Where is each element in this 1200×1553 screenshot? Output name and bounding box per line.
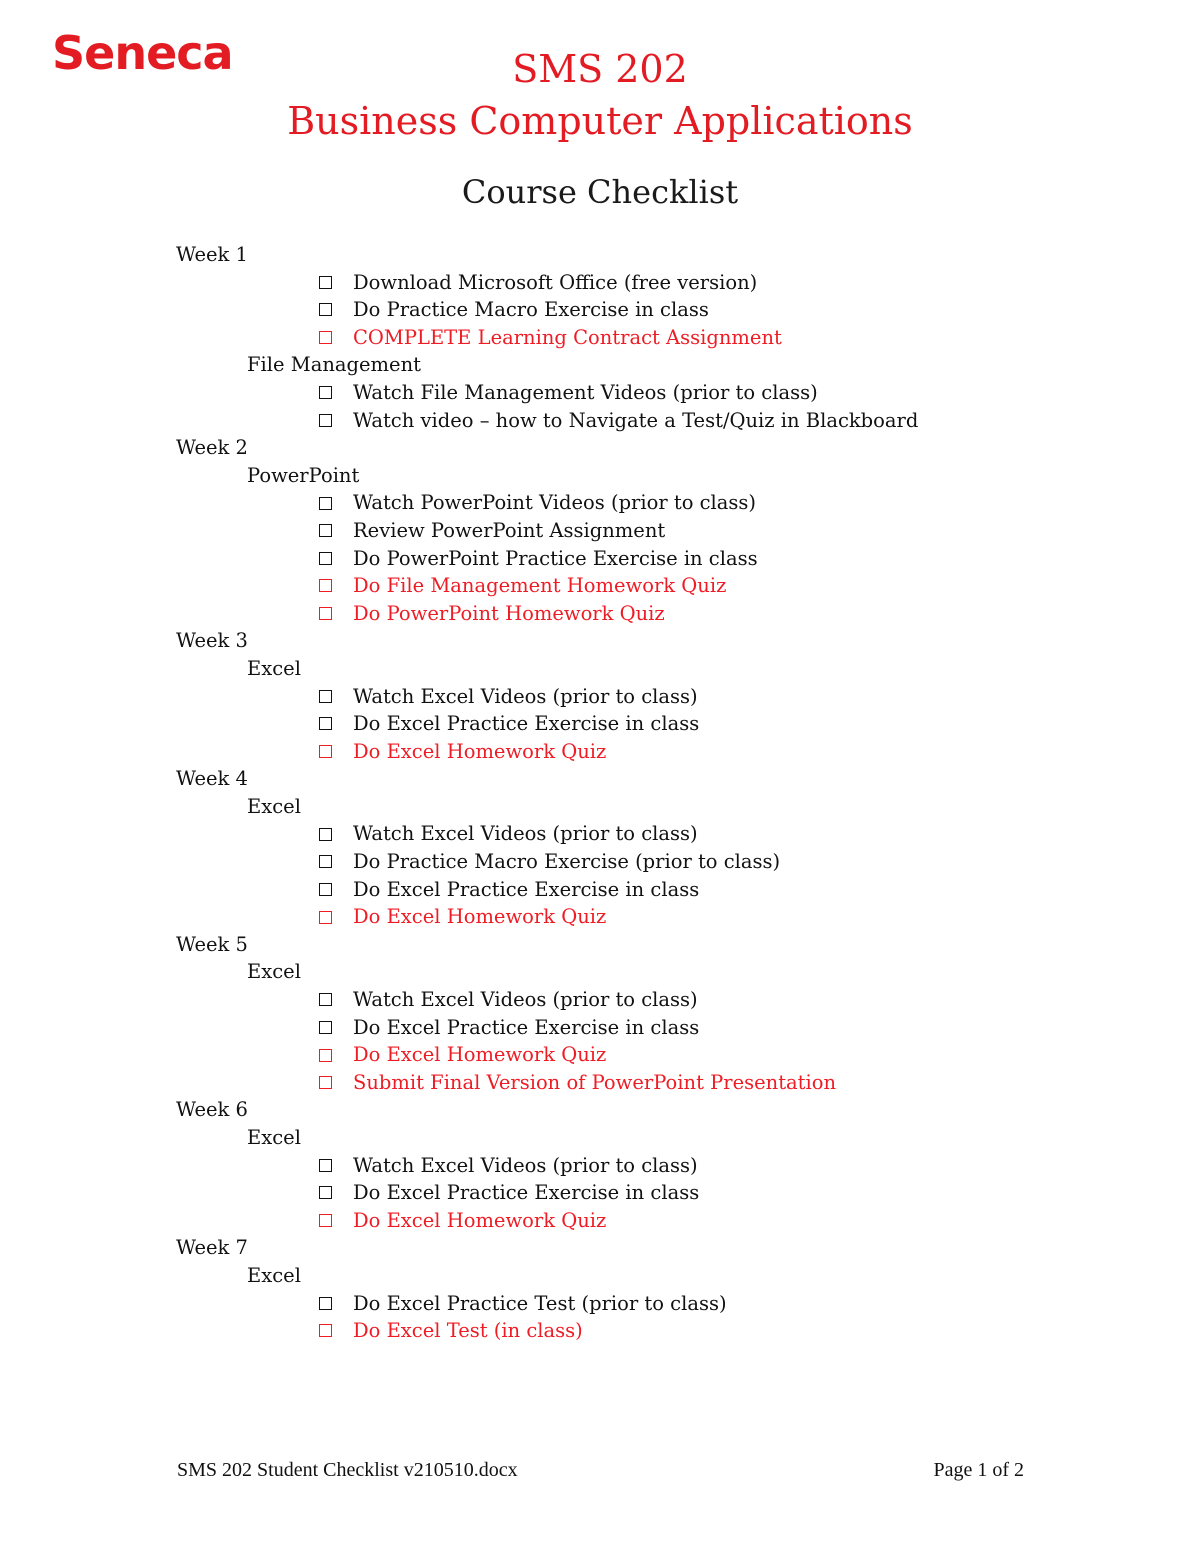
checkbox-icon[interactable] <box>319 552 332 565</box>
topic-heading: Excel <box>247 656 301 680</box>
checkbox-icon[interactable] <box>319 993 332 1006</box>
checklist-item <box>176 820 918 848</box>
checklist-item <box>176 545 918 573</box>
week-heading: Week 5 <box>176 932 248 956</box>
checkbox-icon[interactable] <box>319 331 332 344</box>
topic-heading: PowerPoint <box>247 463 360 487</box>
week-heading: Week 2 <box>176 436 248 460</box>
checklist-item-label: Do Practice Macro Exercise (prior to class) <box>353 850 781 874</box>
checkbox-icon[interactable] <box>319 883 332 896</box>
checkbox-icon[interactable] <box>319 690 332 703</box>
checklist-item <box>176 1290 918 1318</box>
checklist-item-label: Do PowerPoint Practice Exercise in class <box>353 546 758 570</box>
checklist-item-label: Watch File Management Videos (prior to class) <box>353 380 818 404</box>
checklist-item-label: Do PowerPoint Homework Quiz <box>353 601 665 625</box>
checklist-item-label: Watch Excel Videos (prior to class) <box>353 988 698 1012</box>
checkbox-icon[interactable] <box>319 607 332 620</box>
checkbox-icon[interactable] <box>319 1297 332 1310</box>
topic-heading: Excel <box>247 960 301 984</box>
checklist-item <box>176 903 918 931</box>
checklist-item-label: Watch Excel Videos (prior to class) <box>353 684 698 708</box>
checklist-item <box>176 1152 918 1180</box>
checklist-item-label: Do Excel Practice Exercise in class <box>353 877 700 901</box>
checklist-item-label: COMPLETE Learning Contract Assignment <box>353 325 782 349</box>
checklist-item-label: Watch Excel Videos (prior to class) <box>353 1153 698 1177</box>
checklist-item <box>176 876 918 904</box>
checklist-item <box>176 738 918 766</box>
checkbox-icon[interactable] <box>319 717 332 730</box>
checklist-item-label: Watch Excel Videos (prior to class) <box>353 822 698 846</box>
checkbox-icon[interactable] <box>319 1214 332 1227</box>
checklist-item-label: Do Excel Practice Exercise in class <box>353 1181 700 1205</box>
checkbox-icon[interactable] <box>319 1076 332 1089</box>
checklist-item-label: Watch PowerPoint Videos (prior to class) <box>353 491 757 515</box>
checklist-item <box>176 1041 918 1069</box>
checklist-item-label: Do Excel Practice Exercise in class <box>353 1015 700 1039</box>
checkbox-icon[interactable] <box>319 497 332 510</box>
checklist-item-label: Do Excel Homework Quiz <box>353 905 607 929</box>
checkbox-icon[interactable] <box>319 1021 332 1034</box>
checklist-item <box>176 1317 918 1345</box>
checklist-item-label: Do Excel Homework Quiz <box>353 1208 607 1232</box>
checkbox-icon[interactable] <box>319 524 332 537</box>
checkbox-icon[interactable] <box>319 414 332 427</box>
checkbox-icon[interactable] <box>319 303 332 316</box>
week-heading: Week 4 <box>176 767 248 791</box>
checklist-item <box>176 683 918 711</box>
checklist-item-label: Do Excel Homework Quiz <box>353 739 607 763</box>
checkbox-icon[interactable] <box>319 911 332 924</box>
checklist-item-label: Do Practice Macro Exercise in class <box>353 298 709 322</box>
checkbox-icon[interactable] <box>319 855 332 868</box>
topic-heading: Excel <box>247 1126 301 1149</box>
topic-heading: File Management <box>247 353 421 377</box>
checkbox-icon[interactable] <box>319 1324 332 1337</box>
checkbox-icon[interactable] <box>319 828 332 841</box>
checklist-item <box>176 572 918 600</box>
checklist-item <box>176 296 918 324</box>
week-heading: Week 6 <box>176 1098 248 1122</box>
course-name: Business Computer Applications <box>287 99 913 143</box>
checkbox-icon[interactable] <box>319 1186 332 1199</box>
checklist-item-label: Submit Final Version of PowerPoint Presentation <box>353 1070 837 1094</box>
checklist-item-label: Do Excel Test (in class) <box>353 1319 583 1343</box>
checklist-item <box>176 1069 918 1097</box>
checkbox-icon[interactable] <box>319 1049 332 1062</box>
checklist-item <box>176 710 918 738</box>
course-checklist <box>176 241 918 1345</box>
checklist-item-label: Do Excel Practice Test (prior to class) <box>353 1291 727 1315</box>
checklist-item <box>176 1179 918 1207</box>
checklist-item <box>176 379 918 407</box>
week-heading: Week 7 <box>176 1236 248 1260</box>
checkbox-icon[interactable] <box>319 579 332 592</box>
checklist-item <box>176 986 918 1014</box>
checkbox-icon[interactable] <box>319 745 332 758</box>
topic-heading: Excel <box>247 794 301 818</box>
footer-page-number: Page 1 of 2 <box>933 1459 1024 1481</box>
topic-heading: Excel <box>247 1263 301 1287</box>
document-title: Course Checklist <box>461 173 739 211</box>
checklist-item-label: Do File Management Homework Quiz <box>353 574 727 598</box>
course-code: SMS 202 <box>512 47 688 91</box>
checklist-item <box>176 1014 918 1042</box>
checklist-item <box>176 324 918 352</box>
checklist-item <box>176 600 918 628</box>
checkbox-icon[interactable] <box>319 386 332 399</box>
checklist-item-label: Watch video – how to Navigate a Test/Quiz in Blackboard <box>353 408 919 432</box>
checklist-item <box>176 517 918 545</box>
footer-filename: SMS 202 Student Checklist v210510.docx <box>177 1459 518 1481</box>
checkbox-icon[interactable] <box>319 1159 332 1172</box>
checklist-item-label: Do Excel Practice Exercise in class <box>353 712 700 736</box>
checklist-item <box>176 269 918 297</box>
checklist-item <box>176 848 918 876</box>
seneca-logo: Seneca <box>52 26 233 80</box>
checklist-item <box>176 489 918 517</box>
checklist-item-label: Review PowerPoint Assignment <box>353 518 666 542</box>
week-heading: Week 1 <box>176 243 248 266</box>
checklist-item-label: Download Microsoft Office (free version) <box>353 270 758 294</box>
week-heading: Week 3 <box>176 629 248 653</box>
checklist-item <box>176 1207 918 1235</box>
checklist-item-label: Do Excel Homework Quiz <box>353 1043 607 1067</box>
checkbox-icon[interactable] <box>319 276 332 289</box>
checklist-item <box>176 407 918 435</box>
